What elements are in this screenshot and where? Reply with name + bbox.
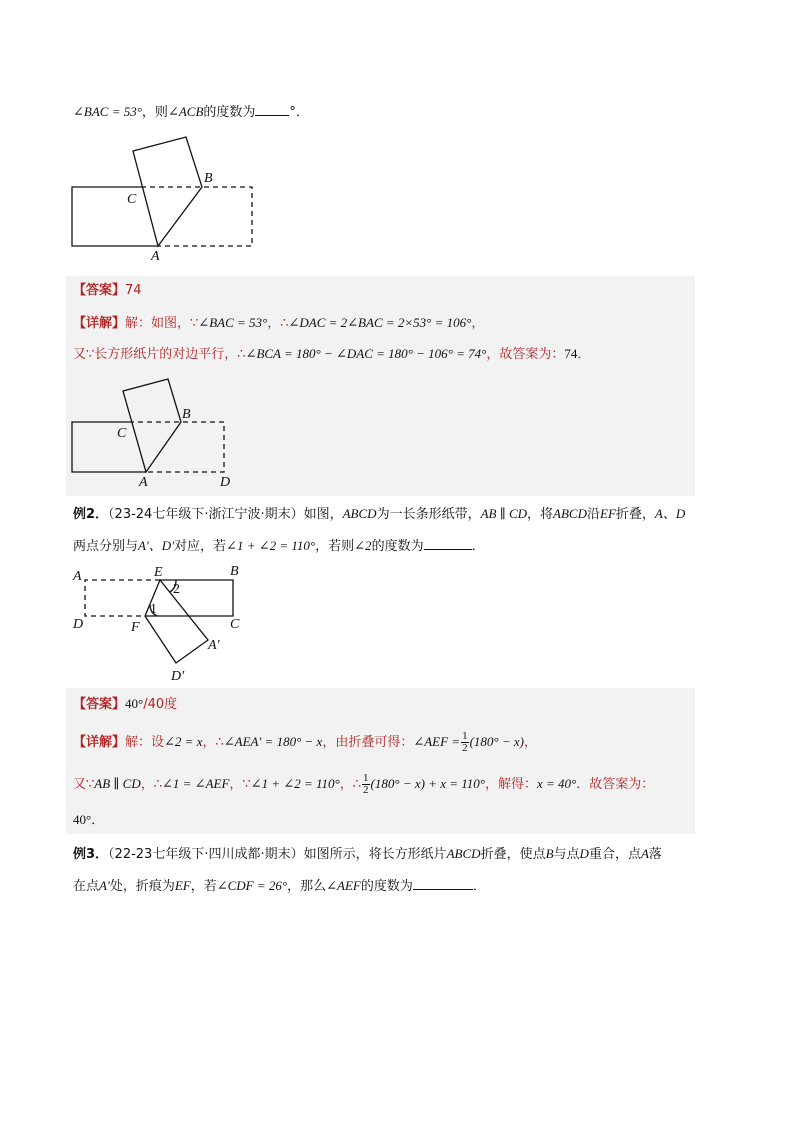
- ex2-fraction-half: [362, 773, 370, 796]
- ex2-math: EF: [600, 506, 616, 521]
- ex3-text: 折叠，使点: [480, 847, 546, 862]
- ex2-question-line1: [73, 504, 685, 525]
- ex2-strip-solid: [145, 580, 233, 616]
- ex2-detail-text: 解：设: [125, 735, 165, 750]
- ex1-folded-part: [133, 137, 202, 246]
- ex3-question-line2: [73, 875, 486, 897]
- ex3-math: A: [640, 846, 649, 861]
- ex2-folded-part: [145, 580, 208, 663]
- ex3-source: （22-23七年级下·四川成都·期末）: [108, 847, 304, 862]
- ex1-sol-label-d: D: [220, 475, 231, 490]
- ex2-text: 两点分别与: [73, 539, 139, 554]
- ex1-strip-solid: [72, 187, 158, 246]
- ex1-detail-math: 74: [564, 346, 578, 361]
- ex2-detail-label: 【详解】: [73, 735, 126, 750]
- ex2-answer-value2: /40度: [143, 697, 178, 712]
- ex2-detail-text: ．故答案为：: [576, 777, 655, 792]
- ex3-text: 如图所示，将长方形纸片: [303, 847, 447, 862]
- ex2-detail-math: ∠AEF =: [413, 734, 461, 749]
- ex1-detail-text: ，故答案为：: [486, 347, 565, 362]
- ex3-title: 例3．: [73, 847, 109, 862]
- ex1-angle-bac: ∠BAC = 53°: [73, 104, 142, 119]
- ex1-sol-label-a: A: [139, 475, 148, 490]
- ex2-source: （23-24七年级下·浙江宁波·期末）: [108, 507, 304, 522]
- ex1-detail-line1: [73, 313, 484, 334]
- ex3-text: 落: [648, 847, 662, 862]
- ex1-detail-line2: [73, 344, 590, 365]
- ex1-strip-dashed: [141, 187, 252, 246]
- ex2-text: ，将: [527, 507, 554, 522]
- ex1-detail-math: ∠BCA = 180° − ∠DAC = 180° − 106° = 74°: [245, 346, 487, 361]
- ex2-detail-math: x = 40°: [537, 776, 577, 791]
- ex2-math: ABCD: [553, 506, 587, 521]
- ex1-detail-text: ，∴: [267, 316, 289, 331]
- ex2-label-a-prime: A′: [208, 638, 220, 653]
- ex1-detail-math: ∠DAC = 2∠BAC = 2×53° = 106°: [288, 315, 472, 330]
- ex2-text: 如图，: [303, 507, 343, 522]
- ex3-text: 的度数为: [360, 879, 413, 894]
- ex3-question-line1: [73, 844, 662, 865]
- ex2-math: A′、D′: [138, 538, 175, 553]
- ex2-answer-blank: [424, 535, 472, 550]
- ex2-fraction-half: [461, 731, 469, 754]
- ex1-detail-text: ．: [577, 347, 591, 362]
- ex3-text: 重合，点: [588, 847, 641, 862]
- ex2-math: ∠2: [354, 538, 372, 553]
- ex1-q-text1: ，则: [141, 105, 168, 120]
- ex1-detail-label: 【详解】: [73, 316, 126, 331]
- ex3-math: ∠AEF: [326, 878, 361, 893]
- ex2-label-b: B: [230, 564, 239, 579]
- ex1-answer-line: [73, 281, 142, 301]
- ex2-label-e: E: [154, 565, 163, 580]
- ex3-math: A′: [99, 878, 110, 893]
- ex1-question-line: [73, 101, 309, 123]
- ex2-detail-text: ，解得：: [485, 777, 538, 792]
- ex1-answer-panel: [66, 276, 695, 496]
- ex1-angle-acb: ∠ACB: [167, 104, 204, 119]
- ex2-label-a: A: [73, 569, 82, 584]
- ex3-text: 在点: [73, 879, 100, 894]
- ex1-sol-label-b: B: [182, 407, 191, 422]
- ex3-text: ，那么: [287, 879, 327, 894]
- ex2-label-2: 2: [173, 582, 180, 597]
- ex2-title: 例2．: [73, 507, 109, 522]
- ex2-text: 为一长条形纸带，: [376, 507, 481, 522]
- ex1-q-text2: 的度数为: [203, 105, 256, 120]
- ex3-text: 处，折痕为: [109, 879, 175, 894]
- ex2-detail-text: ，∵: [229, 777, 251, 792]
- ex1-sol-label-c: C: [117, 426, 127, 441]
- ex2-label-1: 1: [150, 602, 157, 617]
- ex2-math: AB ∥ CD: [480, 506, 528, 521]
- ex1-detail-text: 又∵长方形纸片的对边平行，∴: [73, 347, 246, 362]
- fraction-numerator: 1: [363, 772, 369, 784]
- ex2-detail-text: ，∴: [339, 777, 362, 792]
- ex1-q-tail: °．: [289, 105, 309, 120]
- ex2-math: A、D: [654, 506, 686, 521]
- ex1-detail-text: 解：如图，∵: [125, 316, 199, 331]
- ex2-detail-text: ，∴: [140, 777, 163, 792]
- ex3-math: ABCD: [446, 846, 481, 861]
- ex2-answer-line: [73, 694, 177, 715]
- ex2-text: 的度数为: [371, 539, 424, 554]
- ex2-answer-label: 【答案】: [73, 697, 126, 712]
- ex2-angle2-arc: [170, 580, 176, 592]
- ex1-answer-label: 【答案】: [73, 283, 126, 298]
- ex2-detail-math: ∠2 = x: [164, 734, 203, 749]
- ex2-detail-line1: [73, 731, 537, 754]
- ex1-detail-math: ∠BAC = 53°: [198, 315, 268, 330]
- fraction-denominator: 2: [462, 742, 468, 754]
- ex2-detail-line2: [73, 773, 654, 796]
- ex2-detail-text: ，由折叠可得：: [322, 735, 414, 750]
- ex1-answer-value: 74: [125, 283, 142, 298]
- ex2-label-c: C: [230, 617, 240, 632]
- ex1-label-a: A: [151, 249, 160, 264]
- ex2-strip-dashed: [85, 580, 160, 616]
- ex2-detail-math: AB ∥ CD: [94, 776, 141, 791]
- ex2-angle1-arc: [150, 605, 157, 616]
- ex3-math: ∠CDF = 26°: [216, 878, 288, 893]
- ex2-detail-text: 又∵: [73, 777, 95, 792]
- ex2-label-d: D: [73, 617, 84, 632]
- ex2-text: 对应，若: [174, 539, 227, 554]
- ex3-text: ．: [472, 879, 486, 894]
- ex2-question-line2: [73, 535, 485, 557]
- ex1-answer-blank: [255, 101, 289, 116]
- ex2-label-d-prime: D′: [171, 669, 185, 684]
- ex3-text: ，若: [190, 879, 217, 894]
- ex2-detail-final: 40°．: [73, 812, 105, 827]
- ex3-math: D: [579, 846, 589, 861]
- ex3-text: 与点: [553, 847, 580, 862]
- ex2-detail-math: ∠1 + ∠2 = 110°: [250, 776, 340, 791]
- ex1-label-c: C: [127, 192, 137, 207]
- ex2-text: ，若则: [315, 539, 355, 554]
- ex3-math: EF: [174, 878, 191, 893]
- ex2-text: ．: [471, 539, 485, 554]
- ex3-answer-blank: [413, 875, 473, 890]
- ex2-detail-math: (180° − x) + x = 110°: [370, 776, 485, 791]
- ex1-detail-text: ，: [471, 316, 485, 331]
- ex3-math: B: [545, 846, 554, 861]
- ex2-detail-math: (180° − x): [469, 734, 524, 749]
- ex2-detail-text: ，∴: [202, 735, 224, 750]
- ex2-detail-math: ∠AEA′ = 180° − x: [223, 734, 323, 749]
- ex1-label-b: B: [204, 171, 213, 186]
- ex2-detail-math: ∠1 = ∠AEF: [162, 776, 230, 791]
- ex2-answer-value1: 40°: [125, 696, 144, 711]
- ex2-detail-text: ，: [524, 735, 538, 750]
- ex2-text: 折叠，: [615, 507, 655, 522]
- ex2-detail-line3: [73, 810, 104, 831]
- ex2-text: 沿: [587, 507, 601, 522]
- fraction-denominator: 2: [363, 784, 369, 796]
- ex2-label-f: F: [131, 620, 140, 635]
- ex2-math: ABCD: [342, 506, 377, 521]
- ex2-math: ∠1 + ∠2 = 110°: [226, 538, 316, 553]
- fraction-numerator: 1: [462, 730, 468, 742]
